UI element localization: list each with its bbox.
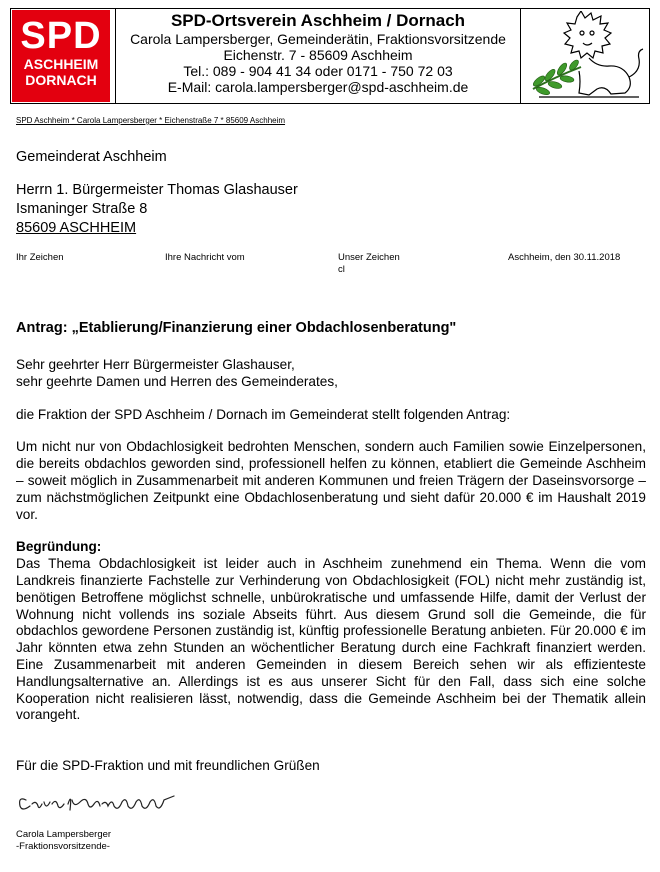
recipient-body: Gemeinderat Aschheim [16,149,167,165]
antrag-paragraph: Um nicht nur von Obdachlosigkeit bedrohten Menschen, sondern auch Familien sowie Einzelpersonen, die bereits obdachlos geworden sind, professionell helfen zu können, etabliert die Gemeinde Aschheim – soweit möglich in Zusammenarbeit mit anderen Kommunen und freien Trägern der Daseinsvorsorge – zum nächstmöglichen Zeitpunkt eine Obdachlosenberatung und sieht dafür 20.000 € im Haushalt 2019 vor. [16,439,646,522]
ref-unser-zeichen-value: cl [338,264,345,275]
handwritten-signature [14,782,184,818]
recipient-street: Ismaninger Straße 8 [16,201,148,217]
ref-ihre-nachricht: Ihre Nachricht vom [165,252,245,263]
ref-unser-zeichen [338,252,400,276]
header-phone: Tel.: 089 - 904 41 34 oder 0171 - 750 72 03 [183,63,453,79]
header-address: Eichenstr. 7 - 85609 Aschheim [223,47,413,63]
signer-role: -Fraktionsvorsitzende- [16,841,110,852]
org-name: SPD-Ortsverein Aschheim / Dornach [170,11,466,30]
header-email: E-Mail: carola.lampersberger@spd-aschheim.de [167,79,469,95]
letter-body [16,357,646,740]
recipient-city: 85609 ASCHHEIM [16,220,137,236]
closing-line: Für die SPD-Fraktion und mit freundlichen Grüßen [16,758,320,773]
logo-text: SPD [20,15,102,57]
ref-date: Aschheim, den 30.11.2018 [508,252,621,263]
salutation-1: Sehr geehrter Herr Bürgermeister Glashauser, [16,357,295,372]
letterhead [10,8,650,104]
begruendung-paragraph: Das Thema Obdachlosigkeit ist leider auch in Aschheim zunehmend ein Thema. Wenn die vom Landkreis finanzierte Fachstelle zur Verhinderung von Obdachlosigkeit (FOL) nicht mehr zuständig ist, benötigen Betroffene möglichst schnelle, unbürokratische und umfassende Hilfe, damit der Verlust der Wohnung nicht vollends ins soziale Abseits führt. Aus diesem Grund soll die Gemeinde, die für obdachlos gewordene Personen zuständig ist, künftig professionelle Beratung anbieten. Für 20.000 € im Jahr könnten etwa zehn Stunden an wöchentlicher Beratung durch eine Fachkraft finanziert werden. Eine Zusammenarbeit mit anderen Gemeinden in diesem Bereich sehen wir als effizienteste Handlungsalternative an. Allerdings ist es aus unserer Sicht für den Fall, dass sich eine solche Kooperation nicht realisieren lässt, notwendig, dass die Gemeinde Aschheim bei der Thematik allein vorangeht. [16,556,646,723]
header-contact [115,9,521,103]
subject-line: Antrag: „Etablierung/Finanzierung einer Obdachlosenberatung" [16,320,457,336]
logo-place-2: DORNACH [25,72,97,88]
spd-logo [12,10,110,102]
ref-ihr-zeichen: Ihr Zeichen [16,252,64,263]
intro-paragraph: die Fraktion der SPD Aschheim / Dornach im Gemeinderat stellt folgenden Antrag: [16,406,511,422]
recipient-block [16,148,298,238]
header-person: Carola Lampersberger, Gemeinderätin, Fraktionsvorsitzende [130,31,506,47]
ref-unser-zeichen-label: Unser Zeichen [338,252,400,263]
sender-return-line: SPD Aschheim * Carola Lampersberger * Eichenstraße 7 * 85609 Aschheim [16,116,286,125]
lion-illustration [519,11,647,101]
logo-place-1: ASCHHEIM [23,56,99,72]
salutation-2: sehr geehrte Damen und Herren des Gemeinderates, [16,373,338,389]
recipient-name: Herrn 1. Bürgermeister Thomas Glashauser [16,182,298,198]
signer-block [16,829,111,853]
begruendung-heading: Begründung: [16,539,102,555]
signer-name: Carola Lampersberger [16,829,112,840]
